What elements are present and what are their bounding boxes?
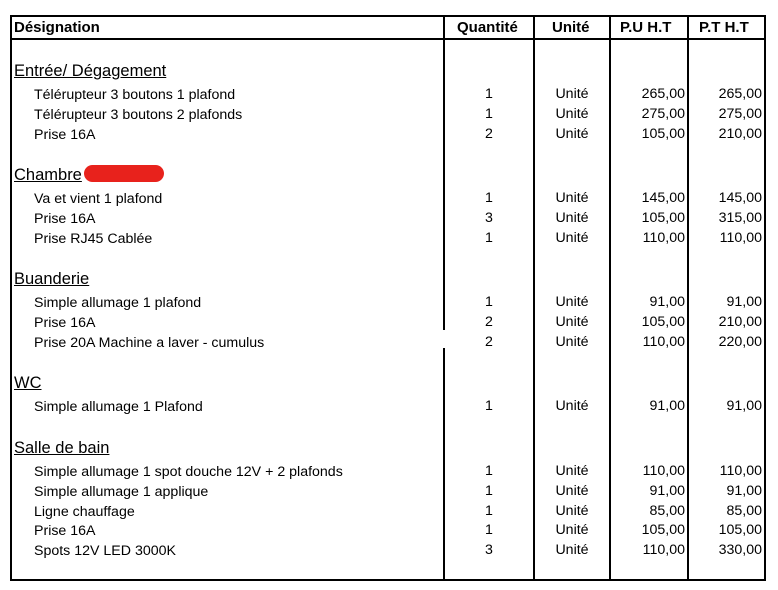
item-unit-price: 85,00 — [649, 502, 685, 519]
redaction-mark — [84, 165, 164, 182]
item-designation: Simple allumage 1 applique — [34, 483, 209, 500]
column-divider-quantite — [533, 15, 535, 581]
item-designation: Télérupteur 3 boutons 2 plafonds — [34, 106, 243, 123]
item-total-price: 265,00 — [718, 86, 762, 102]
item-unit: Unité — [555, 190, 589, 206]
item-unit: Unité — [555, 313, 589, 330]
item-designation: Prise 16A — [34, 314, 96, 331]
item-total-price: 110,00 — [719, 229, 762, 246]
item-quantity: 1 — [485, 105, 493, 122]
header-quantite: Quantité — [457, 19, 518, 36]
item-unit: Unité — [555, 522, 589, 539]
item-unit: Unité — [555, 333, 589, 350]
item-quantity: 1 — [485, 522, 493, 539]
item-total-price: 275,00 — [718, 105, 762, 122]
item-designation: Prise RJ45 Cablée — [34, 230, 153, 247]
item-unit-price: 105,00 — [641, 209, 685, 226]
item-unit-price: 91,00 — [649, 398, 685, 414]
section-title: Buanderie — [14, 270, 90, 288]
item-total-price: 210,00 — [718, 125, 762, 142]
item-designation: Simple allumage 1 Plafond — [34, 399, 203, 415]
item-unit-price: 110,00 — [642, 333, 685, 350]
item-total-price: 220,00 — [718, 333, 762, 350]
item-unit-price: 105,00 — [641, 522, 685, 539]
item-unit: Unité — [555, 86, 589, 102]
header-unite: Unité — [552, 19, 590, 36]
section-title: Chambre — [14, 166, 82, 184]
item-unit: Unité — [555, 209, 589, 226]
item-total-price: 315,00 — [718, 209, 762, 226]
item-total-price: 110,00 — [719, 463, 762, 479]
item-quantity: 1 — [485, 190, 493, 206]
item-quantity: 1 — [485, 86, 493, 102]
item-unit: Unité — [555, 502, 589, 519]
item-quantity: 1 — [485, 229, 493, 246]
item-unit-price: 105,00 — [641, 125, 685, 142]
item-designation: Va et vient 1 plafond — [34, 191, 163, 207]
item-unit-price: 110,00 — [642, 229, 685, 246]
item-quantity: 2 — [485, 333, 493, 350]
section-title: Salle de bain — [14, 439, 110, 457]
item-unit: Unité — [555, 229, 589, 246]
item-unit: Unité — [555, 463, 589, 479]
item-quantity: 1 — [485, 294, 493, 310]
item-quantity: 1 — [485, 463, 493, 479]
item-designation: Simple allumage 1 plafond — [34, 295, 202, 311]
header-designation: Désignation — [14, 19, 100, 36]
item-unit-price: 105,00 — [641, 313, 685, 330]
column-divider-unite — [609, 15, 611, 581]
item-designation: Prise 16A — [34, 523, 96, 540]
item-designation: Prise 16A — [34, 126, 96, 143]
item-unit: Unité — [555, 482, 589, 499]
item-unit-price: 145,00 — [641, 190, 685, 206]
item-unit-price: 275,00 — [641, 105, 685, 122]
item-unit: Unité — [555, 398, 589, 414]
item-unit: Unité — [555, 294, 589, 310]
item-total-price: 330,00 — [718, 542, 762, 559]
column-divider-designation — [443, 15, 445, 581]
column-divider-pu — [687, 15, 689, 581]
item-total-price: 105,00 — [718, 522, 762, 539]
item-quantity: 2 — [485, 313, 493, 330]
item-quantity: 1 — [485, 398, 493, 414]
item-designation: Spots 12V LED 3000K — [34, 543, 176, 560]
item-total-price: 91,00 — [726, 294, 762, 310]
header-pu: P.U H.T — [620, 19, 672, 36]
item-designation: Simple allumage 1 spot douche 12V + 2 plafonds — [34, 464, 343, 480]
item-unit: Unité — [555, 542, 589, 559]
section-title: WC — [14, 374, 42, 392]
item-unit: Unité — [555, 125, 589, 142]
item-unit-price: 110,00 — [642, 463, 685, 479]
item-designation: Prise 20A Machine a laver - cumulus — [34, 334, 265, 351]
item-total-price: 210,00 — [718, 313, 762, 330]
item-quantity: 3 — [485, 209, 493, 226]
header-divider — [10, 38, 766, 40]
header-pt: P.T H.T — [699, 19, 749, 36]
item-total-price: 145,00 — [718, 190, 762, 206]
item-total-price: 91,00 — [726, 398, 762, 414]
item-quantity: 3 — [485, 542, 493, 559]
section-title: Entrée/ Dégagement — [14, 62, 167, 80]
item-unit-price: 110,00 — [642, 542, 685, 559]
item-quantity: 1 — [485, 502, 493, 519]
item-quantity: 1 — [485, 482, 493, 499]
item-designation: Prise 16A — [34, 210, 96, 227]
item-designation: Télérupteur 3 boutons 1 plafond — [34, 87, 236, 103]
item-total-price: 91,00 — [726, 482, 762, 499]
border-gap — [443, 330, 447, 348]
item-quantity: 2 — [485, 125, 493, 142]
item-unit: Unité — [555, 105, 589, 122]
item-unit-price: 91,00 — [649, 294, 685, 310]
item-designation: Ligne chauffage — [34, 503, 135, 520]
item-unit-price: 265,00 — [641, 86, 685, 102]
item-total-price: 85,00 — [726, 502, 762, 519]
item-unit-price: 91,00 — [649, 482, 685, 499]
